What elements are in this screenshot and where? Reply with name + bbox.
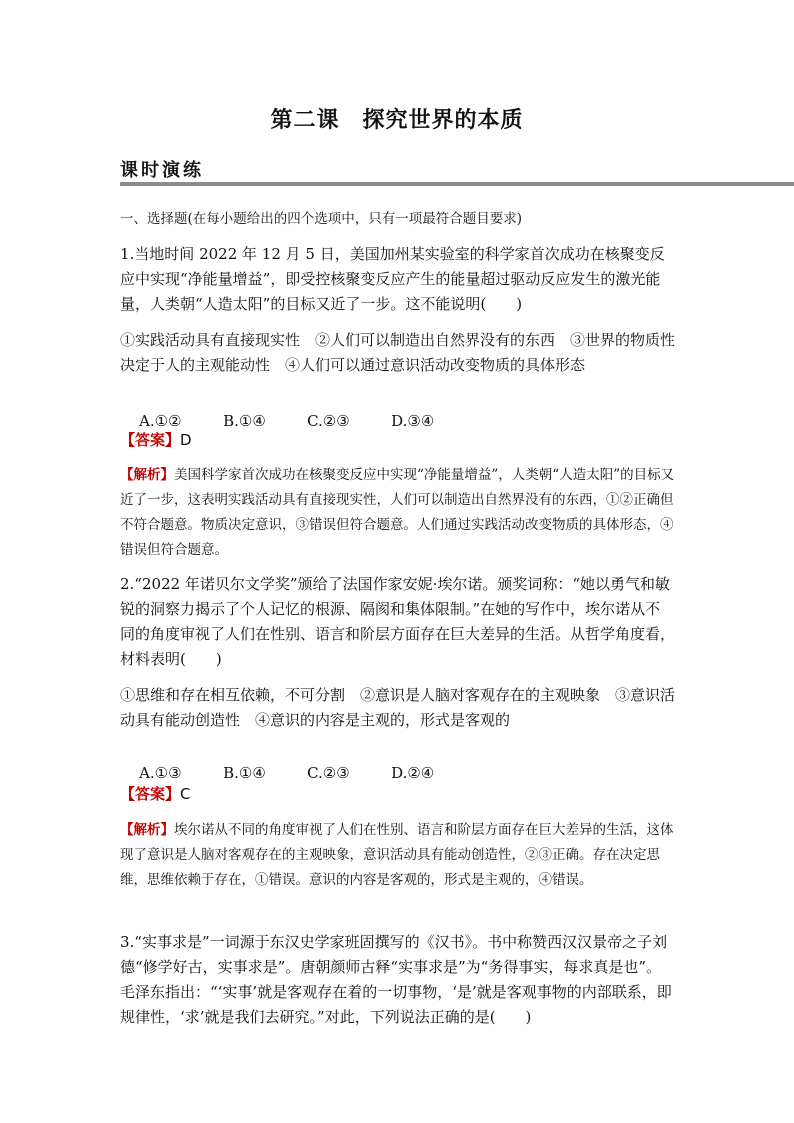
section-heading: 课时演练 [120,160,204,181]
answer-label: 【答案】 [120,785,181,803]
analysis-label: 【解析】 [120,822,174,838]
answer-label: 【答案】 [120,431,181,449]
question-3-stem: 3.“实事求是”一词源于东汉史学家班固撰写的《汉书》。书中称赞西汉汉景帝之子刘德“修学好古，实事求是”。唐朝颜师古释“实事求是”为“务得事实，每求真是也”。毛泽东指出：“‘实事’就是客观存在着的一切事物，‘是’就是客观事物的内部联系，即规律性，‘求’就是我们去研究。”对此，下列说法正确的是( ) [120,933,672,1026]
question-1-options: ①实践活动具有直接现实性 ②人们可以制造出自然界没有的东西 ③世界的物质性决定于人的主观能动性 ④人们可以通过意识活动改变物质的具体形态 [120,331,676,374]
question-2-stem: 2.“2022 年诺贝尔文学奖”颁给了法国作家安妮·埃尔诺。颁奖词称：“她以勇气和敏锐的洞察力揭示了个人记忆的根源、隔阂和集体限制。”在她的写作中，埃尔诺从不同的角度审视了人们在性别、语言和阶层方面存在巨大差异的生活。从哲学角度看，材料表明( ) [120,575,676,668]
part-heading: 一、选择题(在每小题给出的四个选项中，只有一项最符合题目要求) [120,211,523,227]
question-2-analysis [120,818,675,893]
choice-b: B.①④ [223,764,266,782]
choice-b: B.①④ [223,412,266,430]
analysis-text: 埃尔诺从不同的角度审视了人们在性别、语言和阶层方面存在巨大差异的生活，这体现了意识是人脑对客观存在的主观映象，意识活动具有能动创造性，②③正确。存在决定思维，思维依赖于存在，①错误。意识的内容是客观的，形式是主观的，④错误。 [120,822,674,888]
answer-value: C [180,785,191,803]
analysis-label: 【解析】 [120,467,174,483]
choice-a: A.①② [139,412,182,430]
choice-c: C.②③ [307,764,350,782]
question-2-answer [120,782,675,807]
page-title: 第二课 探究世界的本质 [270,108,524,133]
section-divider [120,182,794,186]
question-2-options: ①思维和存在相互依赖，不可分割 ②意识是人脑对客观存在的主观映象 ③意识活动具有能动创造性 ④意识的内容是主观的，形式是客观的 [120,686,676,729]
answer-value: D [180,431,192,449]
choice-c: C.②③ [307,412,350,430]
choice-d: D.③④ [391,412,435,430]
analysis-text: 美国科学家首次成功在核聚变反应中实现“净能量增益”，人类朝“人造太阳”的目标又近了一步，这表明实践活动具有直接现实性，人们可以制造出自然界没有的东西，①②正确但不符合题意。物质决定意识，③错误但符合题意。人们通过实践活动改变物质的具体形态，④错误但符合题意。 [120,467,675,558]
question-1-analysis [120,463,675,563]
choice-d: D.②④ [391,764,435,782]
question-1-stem: 1.当地时间 2022 年 12 月 5 日，美国加州某实验室的科学家首次成功在核聚变反应中实现“净能量增益”，即受控核聚变反应产生的能量超过驱动反应发生的激光能量，人类朝“人造太阳”的目标又近了一步。这不能说明( ) [120,245,665,313]
choice-a: A.①③ [139,764,182,782]
question-1-answer [120,428,675,453]
